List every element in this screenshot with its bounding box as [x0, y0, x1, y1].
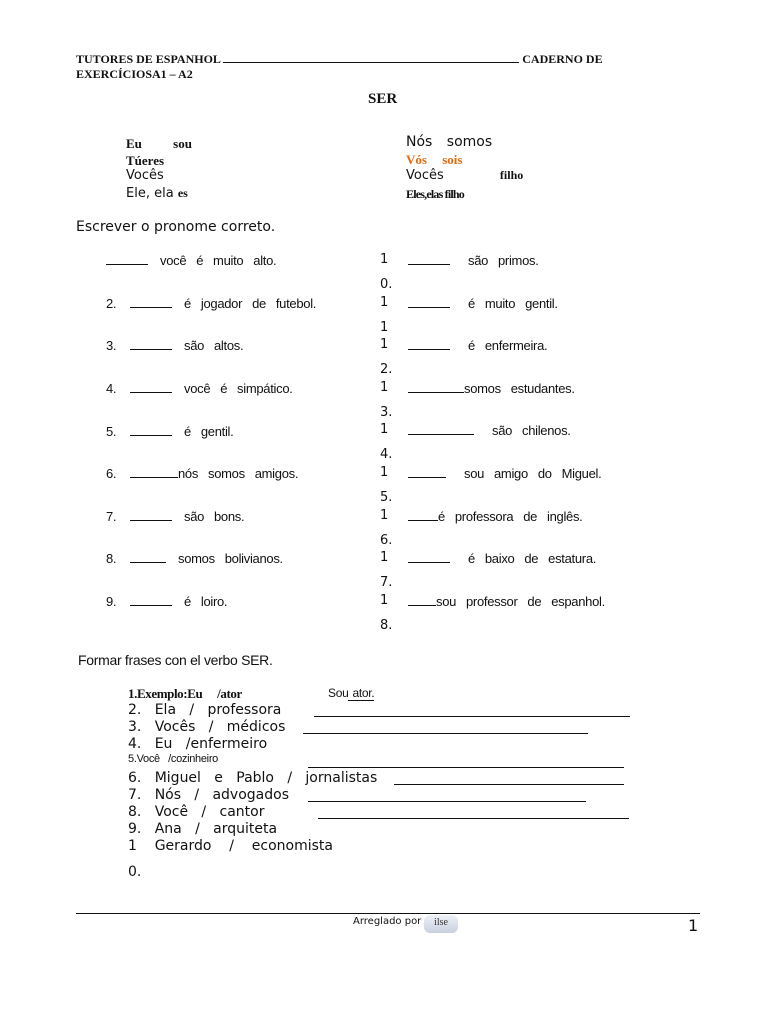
answer-blank[interactable]	[408, 337, 450, 350]
exercise2-item: 0.	[128, 864, 142, 880]
conj-verb: sou	[173, 136, 192, 151]
exercise1-right-item	[408, 252, 539, 268]
header-line1	[76, 52, 603, 67]
conj-pronoun: Eu	[126, 136, 142, 151]
exercise2-example	[128, 686, 242, 702]
header-school: TUTORES DE ESPANHOL	[76, 52, 221, 66]
answer-blank[interactable]	[408, 422, 474, 435]
footer-logo: ilse	[424, 915, 458, 933]
item-number-bottom: 1	[380, 320, 389, 335]
item-number-top: 1	[380, 252, 389, 267]
item-number-bottom: 4.	[380, 447, 393, 462]
item-number-top: 1	[380, 508, 389, 523]
item-number: 7.	[106, 509, 117, 524]
answer-blank[interactable]	[408, 593, 436, 606]
exercise1-left-item	[106, 593, 227, 609]
footer-arranged-by: Arreglado por	[353, 916, 422, 927]
exercise2-item: 2. Ela / professora	[128, 702, 282, 718]
example-answer-noun: ator.	[348, 686, 374, 701]
answer-blank[interactable]	[130, 423, 172, 436]
exercise1-left-item	[106, 252, 276, 268]
conj-right-row-1	[406, 134, 492, 150]
conj-verb: filho	[444, 187, 465, 201]
item-number-top: 1	[380, 422, 389, 437]
item-text: você é muito alto.	[160, 253, 277, 268]
item-text: sou professor de espanhol.	[436, 594, 605, 609]
answer-line[interactable]	[318, 818, 629, 819]
exercise1-left-item	[106, 380, 293, 396]
exercise1-right-item	[408, 337, 547, 353]
item-number-bottom: 6.	[380, 533, 393, 548]
example-answer	[328, 686, 374, 700]
exercise1-right-item	[408, 295, 558, 311]
item-text: são altos.	[184, 338, 244, 353]
answer-blank[interactable]	[408, 295, 450, 308]
answer-blank[interactable]	[408, 380, 464, 393]
item-number-top: 1	[380, 337, 389, 352]
conj-verb: es	[177, 186, 188, 200]
item-number: 9.	[106, 594, 117, 609]
exercise1-left-item	[106, 550, 283, 566]
exercise2-item: 5.Você /cozinheiro	[128, 753, 219, 765]
example-answer-verb: Sou	[328, 686, 349, 700]
item-text: são chilenos.	[492, 423, 571, 438]
header-line2: EXERCÍCIOSA1 – A2	[76, 67, 193, 81]
item-text: são primos.	[468, 253, 539, 268]
exercise2-item: 7. Nós / advogados	[128, 787, 289, 803]
item-number-bottom: 7.	[380, 575, 393, 590]
conj-right-row-3	[406, 168, 523, 183]
answer-blank[interactable]	[408, 508, 438, 521]
answer-line[interactable]	[308, 767, 624, 768]
page-number: 1	[688, 916, 699, 935]
conj-pronoun: Vocês	[406, 168, 444, 183]
conj-verb: eres	[141, 153, 165, 168]
answer-line[interactable]	[314, 716, 630, 717]
answer-line[interactable]	[303, 733, 588, 734]
exercise2-item: 1 Gerardo / economista	[128, 838, 333, 854]
conj-verb: filho	[499, 168, 524, 182]
item-text: somos bolivianos.	[178, 551, 283, 566]
exercise1-instruction: Escrever o pronome correto.	[76, 219, 276, 235]
exercise2-item: 9. Ana / arquiteta	[128, 821, 278, 837]
footer-rule	[76, 913, 700, 914]
item-number-top: 1	[380, 465, 389, 480]
item-number-top: 1	[380, 295, 389, 310]
item-number: 2.	[106, 296, 117, 311]
exercise2-item: 3. Vocês / médicos	[128, 719, 286, 735]
item-number: 8.	[106, 551, 117, 566]
conj-verb: somos	[446, 134, 493, 150]
exercise2-item: 8. Você / cantor	[128, 804, 265, 820]
header-notebook: CADERNO DE	[522, 52, 603, 66]
exercise1-right-item	[408, 508, 583, 524]
item-text: é professora de inglês.	[438, 509, 583, 524]
conj-pronoun: Tú	[126, 153, 142, 168]
item-number-top: 1	[380, 380, 389, 395]
item-number: 5.	[106, 424, 117, 439]
item-text: são bons.	[184, 509, 245, 524]
exercise1-left-item	[106, 423, 233, 439]
example-label: 1.Exemplo:Eu	[128, 686, 203, 701]
exercise1-left-item	[106, 295, 316, 311]
conj-left-row-3: Vocês	[126, 168, 164, 183]
example-word: /ator	[217, 686, 242, 701]
item-text: é jogador de futebol.	[184, 296, 317, 311]
answer-blank[interactable]	[130, 337, 172, 350]
exercise1-left-item	[106, 465, 298, 481]
item-text: somos estudantes.	[464, 381, 575, 396]
item-number-bottom: 0.	[380, 277, 393, 292]
conj-left-row-1	[126, 136, 192, 152]
exercise1-left-item	[106, 337, 243, 353]
conj-left-row-4	[126, 186, 188, 201]
exercise2-item: 6. Miguel e Pablo / jornalistas	[128, 770, 378, 786]
exercise1-right-item	[408, 380, 575, 396]
answer-blank[interactable]	[106, 252, 148, 265]
header-rule	[223, 53, 519, 63]
answer-blank[interactable]	[130, 550, 166, 563]
answer-line[interactable]	[394, 784, 624, 785]
conj-pronoun: Vós	[406, 152, 427, 167]
answer-blank[interactable]	[130, 465, 178, 478]
exercise1-left-item	[106, 508, 244, 524]
exercise2-instruction: Formar frases con el verbo SER.	[78, 652, 273, 668]
item-text: é gentil.	[184, 424, 234, 439]
item-text: você é simpático.	[184, 381, 293, 396]
item-number-top: 1	[380, 593, 389, 608]
answer-line[interactable]	[308, 801, 586, 802]
exercise1-right-item	[408, 422, 571, 438]
exercise1-right-item	[408, 550, 596, 566]
answer-blank[interactable]	[408, 252, 450, 265]
item-number-bottom: 2.	[380, 362, 393, 377]
conj-pronoun: Nós	[406, 134, 433, 150]
answer-blank[interactable]	[408, 550, 450, 563]
exercise1-right-item	[408, 465, 601, 481]
answer-blank[interactable]	[130, 380, 172, 393]
answer-blank[interactable]	[130, 508, 172, 521]
exercise1-right-item	[408, 593, 605, 609]
conj-pronoun: Ele, ela	[126, 186, 174, 201]
item-number: 6.	[106, 466, 117, 481]
conj-left-row-2	[126, 153, 164, 169]
exercise2-item: 4. Eu /enfermeiro	[128, 736, 268, 752]
item-text: sou amigo do Miguel.	[464, 466, 602, 481]
item-number-bottom: 5.	[380, 490, 393, 505]
item-text: é baixo de estatura.	[468, 551, 597, 566]
item-number-top: 1	[380, 550, 389, 565]
answer-blank[interactable]	[130, 295, 172, 308]
item-number-bottom: 8.	[380, 618, 393, 633]
conj-right-row-2	[406, 152, 462, 168]
conj-verb: sois	[442, 152, 463, 167]
conj-right-row-4	[406, 187, 464, 202]
answer-blank[interactable]	[130, 593, 172, 606]
answer-blank[interactable]	[408, 465, 446, 478]
conj-pronoun: Eles,elas	[406, 187, 443, 201]
item-number-bottom: 3.	[380, 405, 393, 420]
item-text: é enfermeira.	[468, 338, 548, 353]
item-number: 4.	[106, 381, 117, 396]
item-text: é loiro.	[184, 594, 228, 609]
item-text: nós somos amigos.	[178, 466, 299, 481]
item-text: é muito gentil.	[468, 296, 558, 311]
page-title: SER	[368, 91, 398, 107]
item-number: 3.	[106, 338, 117, 353]
